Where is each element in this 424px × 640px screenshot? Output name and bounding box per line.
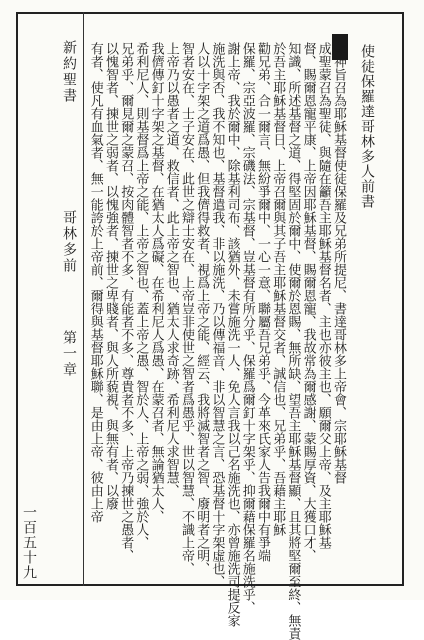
text-column: 保羅、宗亞波羅、宗磯法、宗基督、豈基督有所分乎、保羅爲爾釘十字架乎、抑爾藉保羅名施洗乎、 [239, 42, 255, 614]
text-column: 我儕傳釘十字架之基督、在猶太人爲礙、在希利尼人爲愚、在蒙召者、無論猶太人、 [148, 42, 164, 523]
text-column: 督、賜爾恩寵平康、上帝因耶穌基督、賜爾恩寵、我故常為爾感謝、蒙賜厚資、大獲口才、 [300, 42, 316, 562]
text-column: 施洗與否、我不知也、基督遣我、非以施洗、乃以傳福音、非以智慧之言、恐基督十字架虛也、 [209, 42, 225, 588]
text-column: 上帝乃以愚者之道、救信者、此上帝之智也、猶太人求奇跡、希利尼人求智慧、 [163, 42, 179, 497]
text-column: 於吾主耶穌基督日、上帝召爾與其子吾主耶穌基督交者、誠信也、兄弟乎、吾藉主耶穌 [270, 42, 286, 536]
book-heading: 使徒保羅達哥林多人前書 [359, 44, 375, 209]
text-column: 兄弟乎、爾見爾之蒙召、按肉體智者不多、有能者不多、尊貴者不多、上帝乃揀世之愚者、 [118, 42, 134, 562]
text-column: 有者、使凡有血氣者、無一能誇於上帝前、爾得與基督耶穌聯、是由上帝、彼由上帝 [87, 42, 103, 523]
page-number: 一百五十九 [21, 505, 37, 580]
chapter-label: 第一章 [61, 330, 77, 378]
text-column: 人以十字架之道爲愚、但我儕得救者、視爲上帝之能、經云、我將滅智者之智、廢明者之明、 [194, 42, 210, 575]
text-column: 以愧智者、揀世之弱者、以愧強者、揀世之卑賤者、與人所藐視、與無有者、以廢 [103, 42, 118, 510]
book-name: 哥林多前 [61, 210, 77, 274]
text-column: 蒙神旨召為耶穌基督使徒保羅及兄弟所提尼、書達哥林多上帝會、宗耶穌基督 [331, 42, 346, 484]
text-column: 成聖蒙召為聖徒、與隨在籲吾主耶穌基督名者、主也亦彼主也、願爾父上帝、及主耶穌基 [315, 42, 331, 549]
text-column: 希利尼人、則基督爲上帝之能、上帝之智也、蓋上帝之愚、智於人、上帝之弱、強於人、 [133, 42, 149, 549]
book-title: 新約聖書 [61, 40, 77, 104]
text-column: 謝上帝、我於爾中、除基利司布、該猶外、未嘗施洗一人、免人言我以己名施洗也、亦曾施洗司提反家 [224, 42, 240, 627]
text-column: 勸兄弟、合一爾言、無紛爭爾中、一心一意、聯屬吾兄弟乎、今革來氏家人告我爾中有爭端 [255, 42, 270, 562]
text-column: 智者安在、士子安在、此世之辯士安在、上帝豈非使世之智者爲愚乎、世以智慧、不識上帝、 [179, 42, 194, 575]
text-column: 知識、所述基督之道、得堅固於爾中、使爾於恩賜、無所缺、望吾主耶穌基督顯、且其將堅爾至終、無責 [285, 42, 301, 640]
